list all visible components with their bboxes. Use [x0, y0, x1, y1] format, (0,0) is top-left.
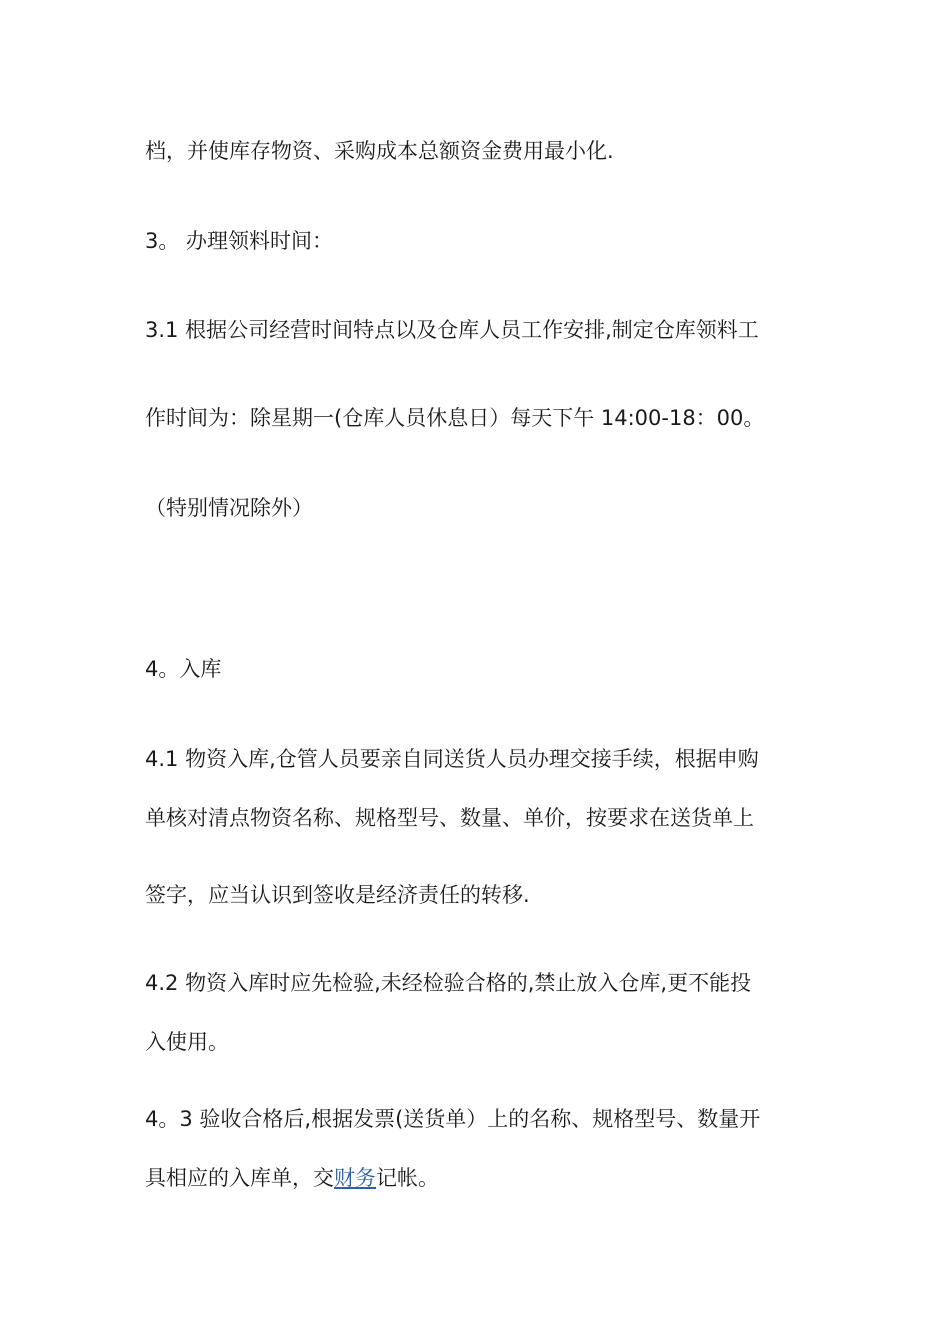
- paragraph-line: 3.1 根据公司经营时间特点以及仓库人员工作安排,制定仓库领料工: [145, 318, 759, 342]
- text-after-link: 记帐。: [376, 1166, 439, 1190]
- paragraph-line: 4。3 验收合格后,根据发票(送货单）上的名称、规格型号、数量开: [145, 1107, 761, 1131]
- paragraph-line: 4.2 物资入库时应先检验,未经检验合格的,禁止放入仓库,更不能投: [145, 971, 752, 995]
- paragraph-line: 作时间为：除星期一(仓库人员休息日）每天下午 14:00-18：00。: [145, 406, 765, 430]
- text-before-link: 具相应的入库单，交: [145, 1166, 334, 1190]
- finance-link[interactable]: 财务: [334, 1166, 376, 1190]
- paragraph-line: （特别情况除外）: [145, 496, 313, 520]
- paragraph-line-with-link: [145, 1163, 439, 1193]
- paragraph-line: 入使用。: [145, 1030, 229, 1054]
- section-heading-3: 3。 办理领料时间：: [145, 229, 334, 253]
- paragraph-line: 4.1 物资入库,仓管人员要亲自同送货人员办理交接手续，根据申购: [145, 747, 759, 771]
- paragraph-line: 单核对清点物资名称、规格型号、数量、单价，按要求在送货单上: [145, 806, 754, 830]
- paragraph-line: 签字，应当认识到签收是经济责任的转移.: [145, 883, 530, 907]
- section-heading-4: 4。入库: [145, 657, 222, 681]
- paragraph-line: 档，并使库存物资、采购成本总额资金费用最小化.: [145, 139, 614, 163]
